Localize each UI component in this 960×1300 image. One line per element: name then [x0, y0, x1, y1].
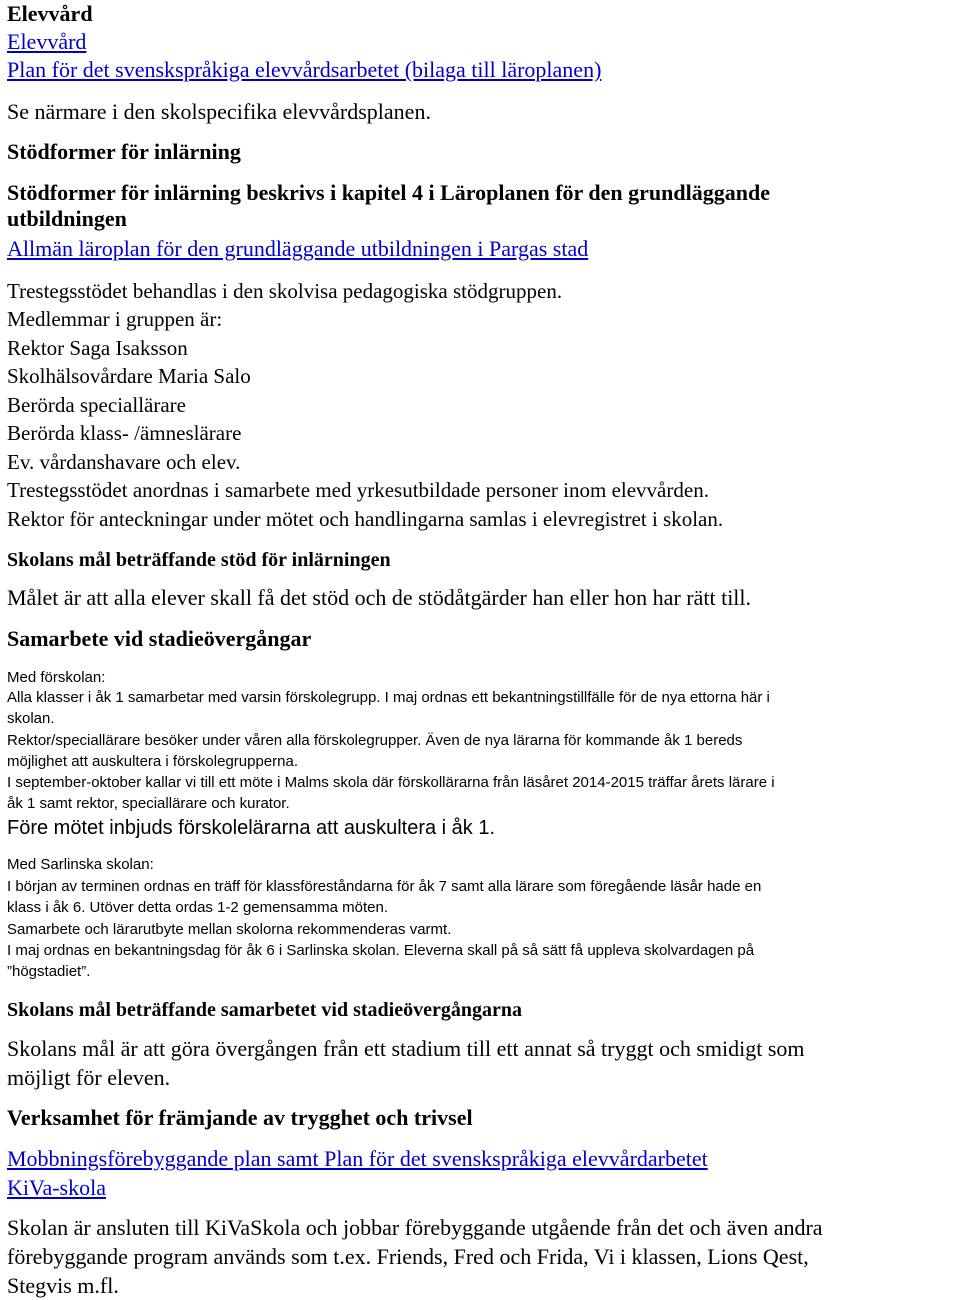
forskolan-label: Med förskolan: [7, 669, 106, 686]
sarlinska-line: ”högstadiet”. [7, 963, 91, 980]
heading-mal-samarbete: Skolans mål beträffande samarbetet vid stadieövergångarna [7, 999, 522, 1021]
mal-inlarning-text: Målet är att alla elever skall få det stöd och de stödåtgärder han eller hon har rätt till. [7, 585, 752, 610]
forskolan-line: Alla klasser i åk 1 samarbetar med varsin förskolegrupp. I maj ordnas ett bekantningstillfälle för de nya ettorna här i [7, 689, 770, 706]
link-elevvardsplan[interactable]: Plan för det svenskspråkiga elevvårdsarbetet (bilaga till läroplanen) [7, 57, 602, 82]
stod-line: Rektor för anteckningar under mötet och handlingarna samlas i elevregistret i skolan. [7, 507, 724, 531]
intro-text: Se närmare i den skolspecifika elevvårdsplanen. [7, 99, 431, 124]
stod-line: Trestegsstödet behandlas i den skolvisa pedagogiska stödgruppen. [7, 279, 563, 303]
sarlinska-line: klass i åk 6. Utöver detta ordas 1-2 gemensamma möten. [7, 899, 389, 916]
stod-line: Skolhälsovårdare Maria Salo [7, 364, 251, 388]
forskolan-line: skolan. [7, 710, 55, 727]
forskolan-large-line: Före mötet inbjuds förskolelärarna att auskultera i åk 1. [7, 817, 496, 839]
stod-line: Berörda speciallärare [7, 393, 186, 417]
heading-samarbete: Samarbete vid stadieövergångar [7, 626, 312, 651]
stod-line: Ev. vårdanshavare och elev. [7, 450, 241, 474]
heading-mal-inlarning: Skolans mål beträffande stöd för inlärningen [7, 549, 391, 571]
verksamhet-line: Stegvis m.fl. [7, 1273, 119, 1298]
sarlinska-label: Med Sarlinska skolan: [7, 856, 154, 873]
verksamhet-line: Skolan är ansluten till KiVaSkola och jobbar förebyggande utgående från det och även andra [7, 1215, 823, 1240]
link-elevvard[interactable]: Elevvård [7, 29, 87, 54]
sarlinska-line: I maj ordnas en bekantningsdag för åk 6 i Sarlinska skolan. Eleverna skall på så sätt få uppleva skolvardagen på [7, 942, 755, 959]
stod-line: Berörda klass- /ämneslärare [7, 421, 242, 445]
forskolan-line: åk 1 samt rektor, speciallärare och kurator. [7, 795, 290, 812]
stodformer-desc-line-1: Stödformer för inlärning beskrivs i kapitel 4 i Läroplanen för den grundläggande [7, 180, 770, 205]
stodformer-desc-line-2: utbildningen [7, 206, 127, 231]
sarlinska-line: Samarbete och lärarutbyte mellan skolorna rekommenderas varmt. [7, 921, 452, 938]
heading-stodformer: Stödformer för inlärning [7, 139, 241, 164]
link-mobbningsforebyggande-plan[interactable]: Mobbningsförebyggande plan samt Plan för det svenskspråkiga elevvårdarbetet [7, 1146, 708, 1171]
stod-line: Trestegsstödet anordnas i samarbete med yrkesutbildade personer inom elevvården. [7, 478, 709, 502]
link-allman-laroplan[interactable]: Allmän läroplan för den grundläggande utbildningen i Pargas stad [7, 236, 589, 261]
sarlinska-line: I början av terminen ordnas en träff för klassföreståndarna för åk 7 samt alla lärare som föregående läsår hade en [7, 878, 762, 895]
forskolan-line: Rektor/speciallärare besöker under våren alla förskolegrupper. Även de nya lärarna för kommande åk 1 bereds [7, 732, 743, 749]
heading-verksamhet: Verksamhet för främjande av trygghet och trivsel [7, 1105, 473, 1130]
mal-samarbete-line-2: möjligt för eleven. [7, 1065, 171, 1090]
stod-line: Medlemmar i gruppen är: [7, 307, 223, 331]
forskolan-line: möjlighet att auskultera i förskolegrupperna. [7, 753, 298, 770]
verksamhet-line: förebyggande program används som t.ex. Friends, Fred och Frida, Vi i klassen, Lions Qest, [7, 1244, 809, 1269]
link-kiva-skola[interactable]: KiVa-skola [7, 1175, 106, 1200]
page-title: Elevvård [7, 1, 93, 26]
stod-line: Rektor Saga Isaksson [7, 336, 188, 360]
forskolan-line: I september-oktober kallar vi till ett möte i Malms skola där förskollärarna från läsåret 2014-2015 träffar årets lärare i [7, 774, 775, 791]
mal-samarbete-line-1: Skolans mål är att göra övergången från ett stadium till ett annat så tryggt och smidigt som [7, 1036, 805, 1061]
